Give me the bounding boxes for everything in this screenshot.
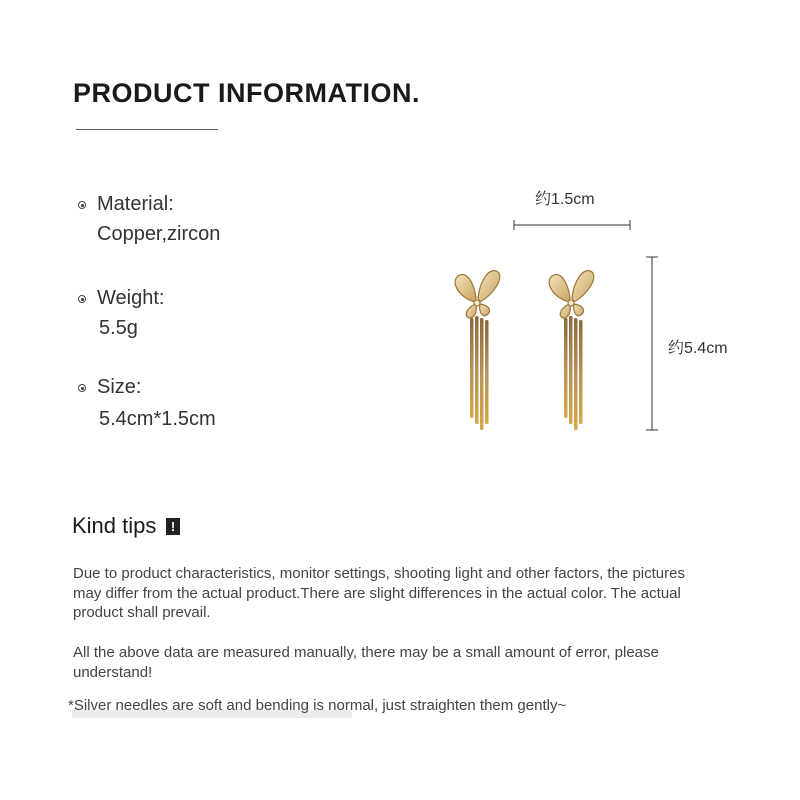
spec-label-size: Size: — [97, 376, 142, 398]
spec-label-weight: Weight: — [97, 287, 165, 309]
height-dimension-line — [644, 254, 660, 434]
kind-tips-heading: Kind tips — [72, 513, 157, 538]
bullet-icon — [78, 201, 86, 209]
width-dimension-line — [510, 218, 634, 232]
kind-tips-paragraph-1: Due to product characteristics, monitor settings, shooting light and other factors, the pictures may differ from the actual product.There are slight differences in the actual color. The actual product shall prevail. — [73, 565, 685, 621]
title-divider — [76, 129, 218, 130]
spec-label-material: Material: — [97, 193, 174, 215]
spec-value-material: Copper,zircon — [97, 223, 221, 245]
exclamation-icon: ! — [166, 518, 180, 535]
spec-value-weight: 5.5g — [99, 317, 138, 339]
width-dimension-label: 约1.5cm — [535, 191, 595, 208]
earrings-image — [430, 250, 610, 430]
spec-value-size: 5.4cm*1.5cm — [99, 408, 216, 430]
kind-tips-paragraph-2: All the above data are measured manually, there may be a small amount of error, please understand! — [73, 644, 659, 681]
bullet-icon — [78, 384, 86, 392]
bullet-icon — [78, 295, 86, 303]
kind-tips-note: *Silver needles are soft and bending is normal, just straighten them gently~ — [68, 697, 567, 714]
page-title: PRODUCT INFORMATION. — [73, 78, 420, 108]
height-dimension-label: 约5.4cm — [668, 340, 728, 357]
